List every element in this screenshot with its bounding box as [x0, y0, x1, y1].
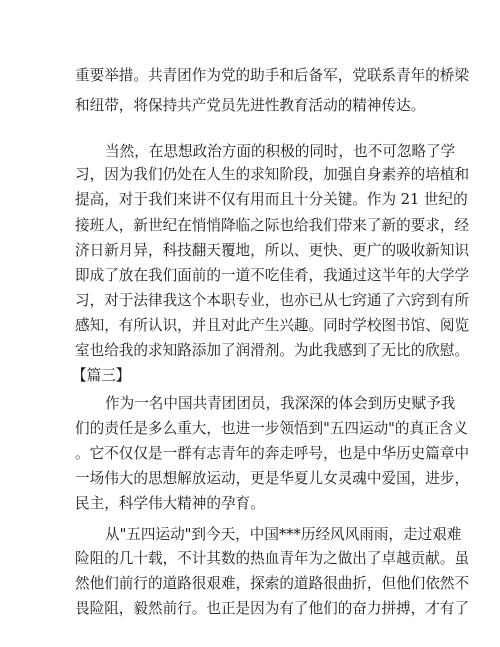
paragraph-line: 民主，科学伟大精神的孕育。: [75, 495, 265, 512]
paragraph-line: 重要举措。共青团作为党的助手和后备军，党联系青年的桥梁: [75, 67, 470, 84]
paragraph-line: 当然，在思想政治方面的积极的同时，也不可忽略了学: [105, 143, 456, 160]
paragraph-line: 。它不仅仅是一群有志青年的奔走呼号，也是中华历史篇章中: [75, 445, 470, 462]
paragraph-line: 从"五四运动"到今天，中国***历经风风雨雨，走过艰难: [105, 526, 462, 543]
paragraph-line: 室也给我的求知路添加了润滑剂。为此我感到了无比的欣慰。: [75, 342, 470, 359]
paragraph-line: 们的责任是多么重大，也进一步领悟到"五四运动"的真正含义: [75, 420, 468, 437]
paragraph-line: 作为一名中国共青团团员，我深深的体会到历史赋予我: [105, 395, 456, 412]
paragraph-line: 济日新月异，科技翻天覆地，所以、更快、更广的吸收新知识: [75, 242, 470, 259]
paragraph-line: 习，对于法律我这个本职专业，也亦已从七窍通了六窍到有所: [75, 292, 470, 309]
paragraph-line: 畏险阻，毅然前行。也正是因为有了他们的奋力拼搏，才有了: [75, 600, 470, 617]
paragraph-line: 一场伟大的思想解放运动，更是华夏儿女灵魂中爱国，进步，: [75, 470, 470, 487]
paragraph-line: 即成了放在我们面前的一道不吃佳肴，我通过这半年的大学学: [75, 267, 470, 284]
paragraph-line: 和纽带，将保持共产党员先进性教育活动的精神传达。: [75, 97, 426, 114]
section-heading: 【篇三】: [72, 367, 131, 384]
paragraph-line: 提高，对于我们来讲不仅有用而且十分关键。作为 21 世纪的: [75, 191, 468, 208]
paragraph-line: 感知，有所认识，并且对此产生兴趣。同时学校图书馆、阅览: [75, 317, 470, 334]
paragraph-line: 然他们前行的道路很艰难，探索的道路很曲折，但他们依然不: [75, 575, 470, 592]
paragraph-line: 接班人，新世纪在悄悄降临之际也给我们带来了新的要求，经: [75, 217, 470, 234]
paragraph-line: 习，因为我们仍处在人生的求知阶段，加强自身素养的培植和: [75, 166, 470, 183]
paragraph-line: 险阻的几十载，不计其数的热血青年为之做出了卓越贡献。虽: [75, 550, 470, 567]
